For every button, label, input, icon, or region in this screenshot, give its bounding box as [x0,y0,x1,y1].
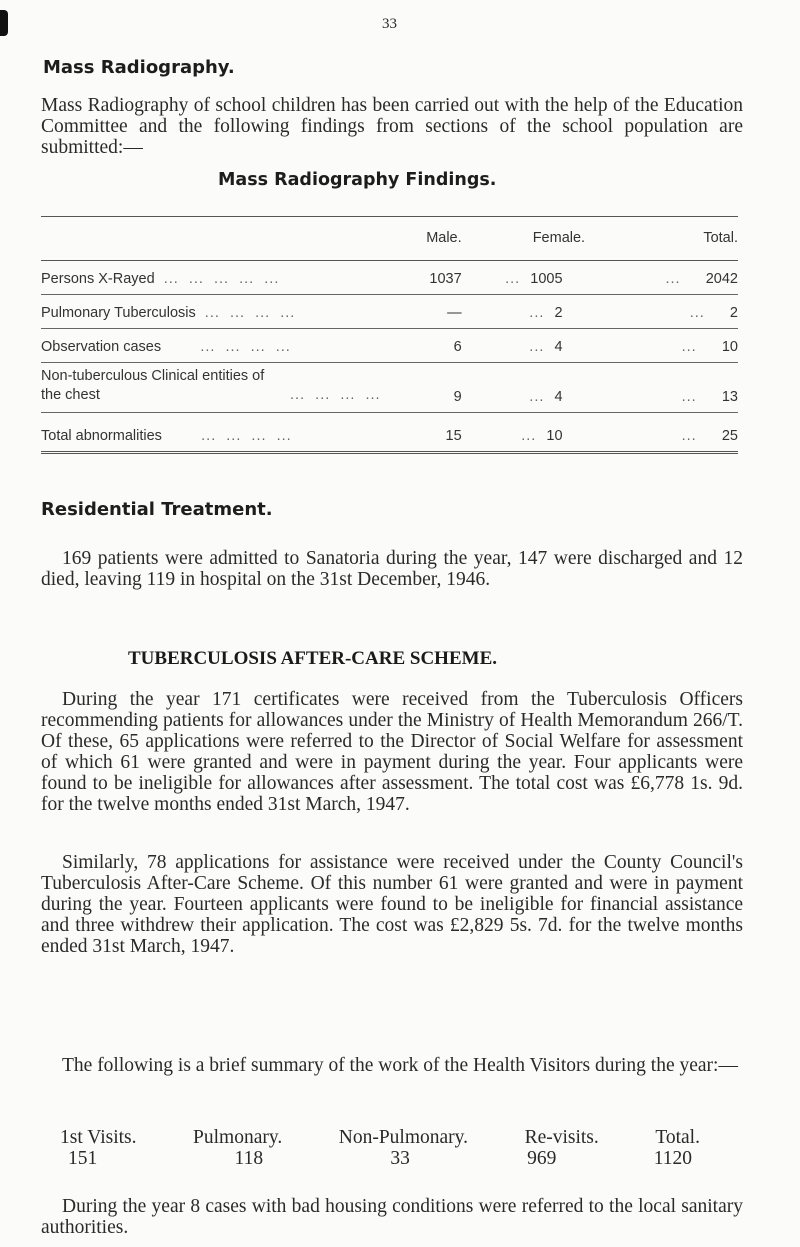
health-visitors-summary [60,1127,700,1169]
summary-headers [60,1127,700,1148]
cell-male: — [447,305,462,321]
header-female: Female. [462,217,616,261]
findings-table [41,216,738,454]
row-label: Non-tuberculous Clinical entities of the chest [41,368,265,403]
cell-female: 4 [554,339,563,355]
cell-male: 15 [445,428,462,444]
health-visitors-intro: The following is a brief summary of the work of the Health Visitors during the year:— [62,1055,738,1076]
cell-female: 10 [546,428,563,444]
row-label: Persons X-Rayed [41,271,155,287]
cell-female: 4 [554,389,563,405]
summary-value: 151 [68,1148,98,1169]
table-row: Non-tuberculous Clinical entities of the chest ... ... ... ... 9 ... 4 ... 13 [41,363,738,413]
intro-paragraph: Mass Radiography of school children has been carried out with the help of the Education Committee and the following findings from sections of the school population are submitted:— [41,95,743,158]
table-row: Total abnormalities ... ... ... ... 15 ... 10 ... 25 [41,413,738,453]
row-label: Pulmonary Tuberculosis [41,305,196,321]
table-title: Mass Radiography Findings. [218,170,497,190]
summary-value: 1120 [653,1148,692,1169]
cell-male: 1037 [429,271,462,287]
heading-aftercare-scheme: TUBERCULOSIS AFTER-CARE SCHEME. [128,648,497,669]
residential-paragraph: 169 patients were admitted to Sanatoria during the year, 147 were discharged and 12 died, leaving 119 in hospital on the 31st December, 1946. [41,548,743,590]
aftercare-paragraph-1: During the year 171 certificates were received from the Tuberculosis Officers recommending patients for allowances under the Ministry of Health Memorandum 266/T. Of these, 65 applications were referred to the Director of Social Welfare for assessment of which 61 were granted and were in payment during the year. Four applicants were found to be ineligible for allowances after assessment. The total cost was £6,778 1s. 9d. for the twelve months ended 31st March, 1947. [41,689,743,815]
cell-female: 2 [554,305,563,321]
row-label: Total abnormalities [41,428,162,444]
cell-male: 6 [453,339,462,355]
table-row: Observation cases ... ... ... ... 6 ... 4 ... 10 [41,329,738,363]
cell-total: 25 [721,428,738,444]
summary-value: 33 [390,1148,410,1169]
table-row: Persons X-Rayed ... ... ... ... ... 1037 ... 1005 ... 2042 [41,261,738,295]
binding-mark [0,10,8,36]
header-male: Male. [400,217,462,261]
summary-header: Re-visits. [524,1127,599,1148]
summary-header: Total. [655,1127,700,1148]
aftercare-paragraph-2: Similarly, 78 applications for assistance were received under the County Council's Tuberculosis After-Care Scheme. Of this number 61 were granted and were in payment during the year. Fourteen applicants were found to be ineligible for financial assistance and three withdrew their application. The cost was £2,829 5s. 7d. for the twelve months ended 31st March, 1947. [41,852,743,957]
cell-total: 10 [721,339,738,355]
page-number: 33 [382,16,397,32]
cell-total: 2 [729,305,738,321]
summary-header: Non-Pulmonary. [338,1127,469,1148]
cell-male: 9 [453,389,462,405]
summary-header: Pulmonary. [193,1127,283,1148]
housing-paragraph: During the year 8 cases with bad housing conditions were referred to the local sanitary authorities. [41,1196,743,1238]
summary-header: 1st Visits. [60,1127,137,1148]
header-total: Total. [616,217,738,261]
summary-values [60,1148,700,1169]
table-row: Pulmonary Tuberculosis ... ... ... ... — ... 2 ... 2 [41,295,738,329]
cell-total: 13 [721,389,738,405]
heading-mass-radiography: Mass Radiography. [43,57,235,78]
heading-residential-treatment: Residential Treatment. [41,499,273,520]
summary-value: 969 [527,1148,557,1169]
summary-value: 118 [234,1148,264,1169]
header-blank [41,217,400,261]
cell-female: 1005 [530,271,563,287]
cell-total: 2042 [705,271,738,287]
row-label: Observation cases [41,339,162,355]
